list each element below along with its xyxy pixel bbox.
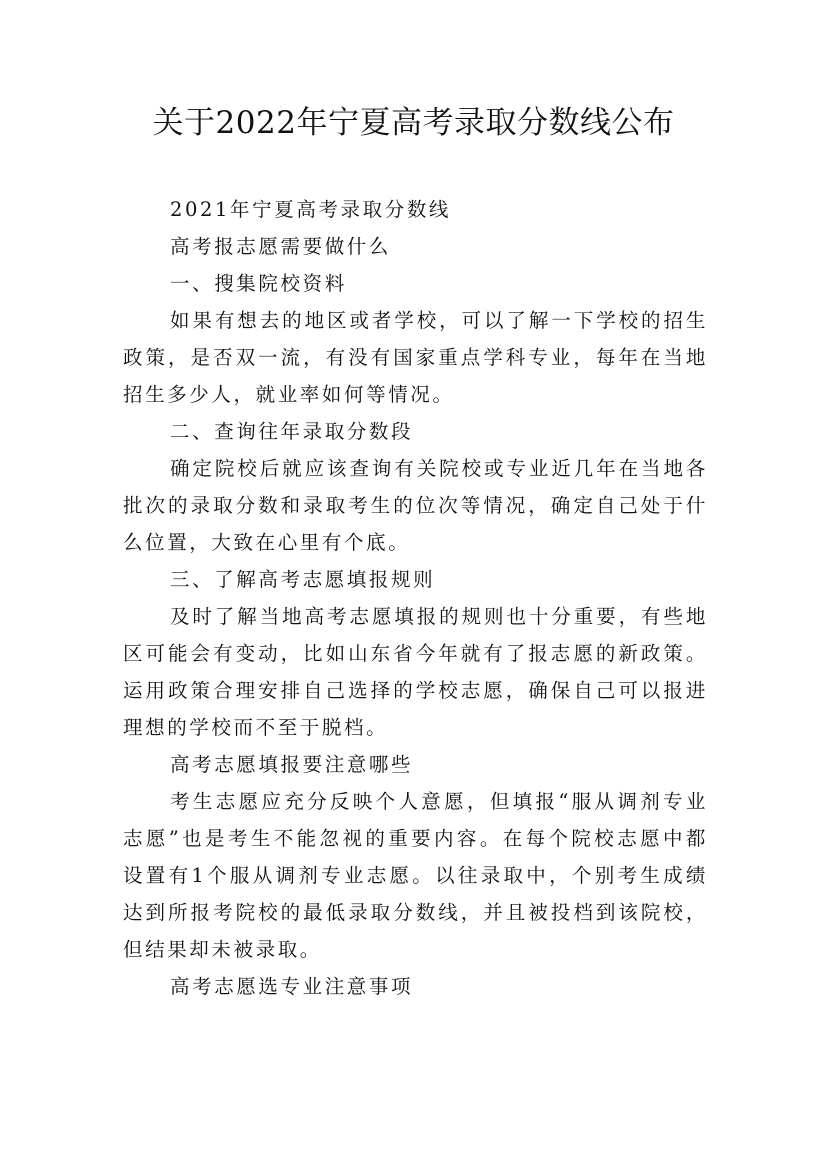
- paragraph-step-two-text: 确定院校后就应该查询有关院校或专业近几年在当地各批次的录取分数和录取考生的位次等情况，确定自己处于什么位置，大致在心里有个底。: [123, 457, 708, 554]
- paragraph-section-heading: 高考报志愿需要做什么: [170, 235, 392, 258]
- paragraph-major-heading: 高考志愿选专业注意事项: [170, 975, 414, 998]
- paragraph-step-one-heading: 一、搜集院校资料: [170, 272, 347, 295]
- paragraph-step-one-text: 如果有想去的地区或者学校，可以了解一下学校的招生政策，是否双一流，有没有国家重点学科专业，每年在当地招生多少人，就业率如何等情况。: [123, 309, 708, 406]
- paragraph-step-three-heading: 三、了解高考志愿填报规则: [170, 568, 436, 591]
- document-title: 关于2022年宁夏高考录取分数线公布: [152, 105, 675, 141]
- paragraph-notes-heading: 高考志愿填报要注意哪些: [170, 753, 414, 776]
- paragraph-step-three-text: 及时了解当地高考志愿填报的规则也十分重要，有些地区可能会有变动，比如山东省今年就有了报志愿的新政策。运用政策合理安排自己选择的学校志愿，确保自己可以报进理想的学校而不至于脱档。: [123, 605, 708, 739]
- paragraph-notes-text: 考生志愿应充分反映个人意愿，但填报“服从调剂专业志愿”也是考生不能忽视的重要内容。在每个院校志愿中都设置有1个服从调剂专业志愿。以往录取中，个别考生成绩达到所报考院校的最低录取分数线，并且被投档到该院校，但结果却未被录取。: [123, 790, 708, 961]
- paragraph-subtitle: 2021年宁夏高考录取分数线: [170, 198, 452, 221]
- document-body: [123, 191, 708, 1005]
- paragraph-step-two-heading: 二、查询往年录取分数段: [170, 420, 414, 443]
